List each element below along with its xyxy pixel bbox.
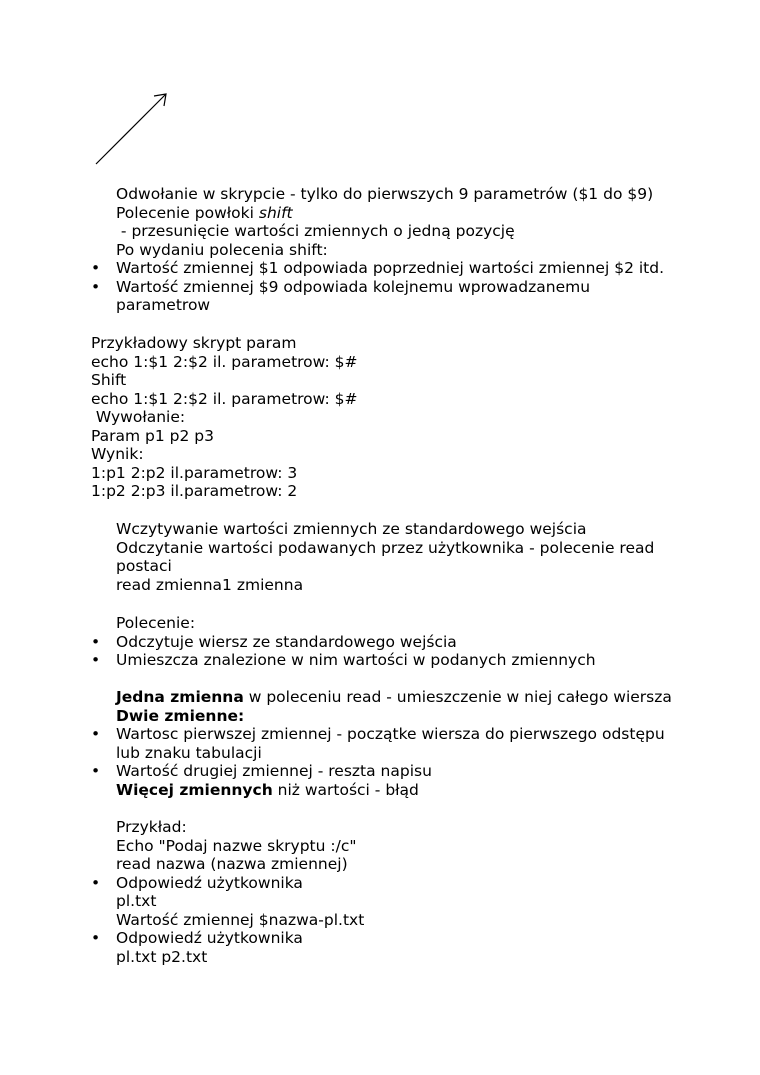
code-line-2: Shift [91, 371, 127, 389]
example2-answer-1: pl.txt [116, 892, 157, 910]
read-line-2: Odczytanie wartości podawanych przez użytkownika - polecenie read [116, 538, 655, 557]
example2-answer-2: pl.txt p2.txt [116, 947, 208, 966]
read-line-3: postaci [116, 557, 172, 575]
one-variable-line: Jedna zmienna w poleceniu read - umieszczenie w niej całego wiersza [116, 688, 672, 706]
example-script-section [91, 334, 358, 501]
example2-label: Przykład: [116, 818, 187, 836]
result-line-1: 1:p1 2:p2 il.parametrow: 3 [91, 463, 298, 482]
command-label: Polecenie: [116, 614, 196, 632]
example2-bullet-1: • Odpowiedź użytkownika [91, 874, 364, 893]
example2-echo: Echo "Podaj nazwe skryptu :/c" [116, 836, 357, 855]
shift-line-4: Po wydaniu polecenia shift: [116, 240, 328, 259]
call-line: Param p1 p2 p3 [91, 426, 215, 445]
shift-line-3: - przesunięcie wartości zmiennych o jedną pozycję [116, 222, 515, 240]
variables-section [91, 688, 672, 799]
command-bullet-1: • Odczytuje wiersz ze standardowego wejścia [91, 633, 596, 652]
example-title: Przykładowy skrypt param [91, 334, 297, 352]
example2-value: Wartość zmiennej $nazwa-pl.txt [116, 910, 365, 929]
shift-line-1: Odwołanie w skrypcie - tylko do pierwszych 9 parametrów ($1 do $9) [116, 185, 654, 203]
shift-bullet-2-cont: parametrow [116, 296, 211, 314]
call-label: Wywołanie: [91, 408, 186, 426]
variables-bullet-2: • Wartość drugiej zmiennej - reszta napisu [91, 762, 672, 781]
example2-bullet-2: • Odpowiedź użytkownika [91, 929, 364, 948]
command-section [91, 614, 596, 670]
shift-bullet-1: • Wartość zmiennej $1 odpowiada poprzedniej wartości zmiennej $2 itd. [91, 259, 664, 278]
read-line-1: Wczytywanie wartości zmiennych ze standardowego wejścia [116, 520, 587, 538]
shift-section [91, 185, 664, 315]
example2-read: read nazwa (nazwa zmiennej) [116, 855, 348, 873]
shift-bullet-2: • Wartość zmiennej $9 odpowiada kolejnemu wprowadzanemu [91, 278, 664, 297]
result-label: Wynik: [91, 445, 144, 463]
arrow-icon [90, 88, 174, 168]
shift-line-2: Polecenie powłoki shift [116, 203, 293, 222]
two-variables-line: Dwie zmienne: [116, 706, 245, 725]
more-variables-line: Więcej zmiennych niż wartości - błąd [116, 780, 419, 799]
variables-bullet-1-cont: lub znaku tabulacji [116, 743, 262, 762]
code-line-1: echo 1:$1 2:$2 il. parametrow: $# [91, 352, 358, 371]
example-read-section [91, 818, 364, 966]
result-line-2: 1:p2 2:p3 il.parametrow: 2 [91, 482, 298, 500]
read-line-4: read zmienna1 zmienna [116, 575, 304, 594]
code-line-3: echo 1:$1 2:$2 il. parametrow: $# [91, 389, 358, 408]
shift-command: shift [258, 203, 293, 222]
variables-bullet-1: • Wartosc pierwszej zmiennej - początke wiersza do pierwszego odstępu [91, 725, 672, 744]
command-bullet-2: • Umieszcza znalezione w nim wartości w podanych zmiennych [91, 651, 596, 670]
read-section [91, 520, 654, 594]
